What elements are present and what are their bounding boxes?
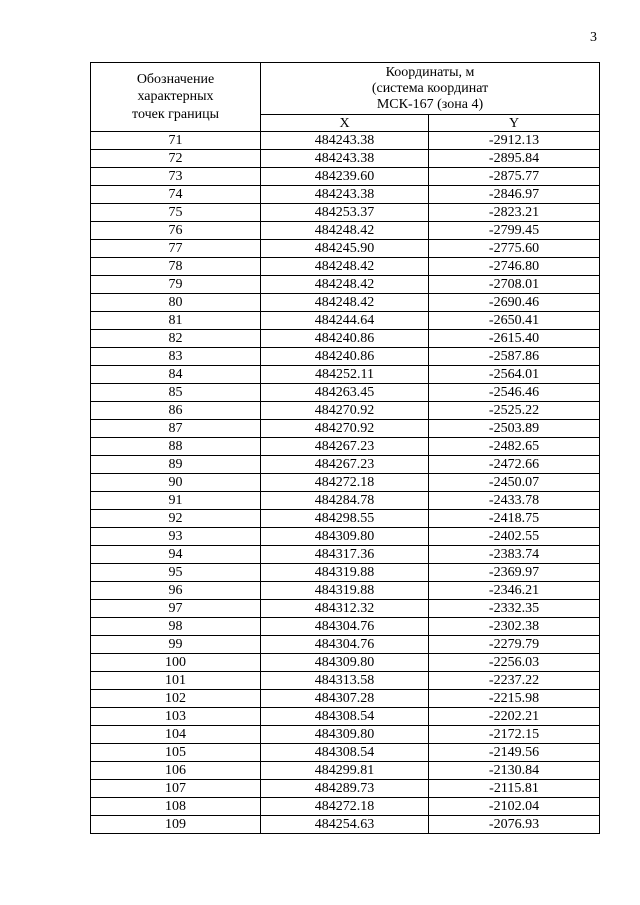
cell-x-coordinate: 484253.37 <box>261 204 429 222</box>
cell-y-coordinate: -2482.65 <box>429 438 600 456</box>
cell-x-coordinate: 484248.42 <box>261 258 429 276</box>
table-row <box>91 438 600 456</box>
cell-x-coordinate: 484244.64 <box>261 312 429 330</box>
cell-y-coordinate: -2875.77 <box>429 168 600 186</box>
cell-point-number: 75 <box>91 204 261 222</box>
cell-x-coordinate: 484313.58 <box>261 672 429 690</box>
table-row <box>91 672 600 690</box>
table-row <box>91 312 600 330</box>
cell-x-coordinate: 484308.54 <box>261 708 429 726</box>
coordinates-table <box>90 62 600 834</box>
table-body <box>91 132 600 834</box>
header-point-label <box>91 63 261 132</box>
table-row <box>91 690 600 708</box>
cell-point-number: 108 <box>91 798 261 816</box>
table-row <box>91 564 600 582</box>
cell-x-coordinate: 484319.88 <box>261 582 429 600</box>
table-row <box>91 618 600 636</box>
table-row <box>91 510 600 528</box>
cell-x-coordinate: 484248.42 <box>261 222 429 240</box>
cell-point-number: 78 <box>91 258 261 276</box>
cell-point-number: 105 <box>91 744 261 762</box>
cell-x-coordinate: 484263.45 <box>261 384 429 402</box>
header-point-label-line: характерных <box>137 89 214 105</box>
header-point-label-line: точек границы <box>132 106 219 122</box>
cell-x-coordinate: 484298.55 <box>261 510 429 528</box>
cell-y-coordinate: -2546.46 <box>429 384 600 402</box>
cell-y-coordinate: -2564.01 <box>429 366 600 384</box>
cell-y-coordinate: -2823.21 <box>429 204 600 222</box>
cell-y-coordinate: -2279.79 <box>429 636 600 654</box>
table-row <box>91 726 600 744</box>
table-row <box>91 798 600 816</box>
cell-y-coordinate: -2895.84 <box>429 150 600 168</box>
table-row <box>91 222 600 240</box>
cell-point-number: 90 <box>91 474 261 492</box>
cell-x-coordinate: 484240.86 <box>261 330 429 348</box>
table-row <box>91 816 600 834</box>
cell-point-number: 85 <box>91 384 261 402</box>
cell-point-number: 93 <box>91 528 261 546</box>
header-x-label: X <box>261 115 429 132</box>
table-row <box>91 762 600 780</box>
cell-y-coordinate: -2525.22 <box>429 402 600 420</box>
cell-y-coordinate: -2846.97 <box>429 186 600 204</box>
cell-x-coordinate: 484272.18 <box>261 474 429 492</box>
cell-y-coordinate: -2708.01 <box>429 276 600 294</box>
cell-point-number: 103 <box>91 708 261 726</box>
table-row <box>91 186 600 204</box>
cell-y-coordinate: -2650.41 <box>429 312 600 330</box>
cell-point-number: 84 <box>91 366 261 384</box>
cell-x-coordinate: 484267.23 <box>261 438 429 456</box>
table-header <box>91 63 600 132</box>
cell-y-coordinate: -2775.60 <box>429 240 600 258</box>
cell-y-coordinate: -2587.86 <box>429 348 600 366</box>
table-row <box>91 636 600 654</box>
cell-point-number: 94 <box>91 546 261 564</box>
table-row <box>91 150 600 168</box>
cell-y-coordinate: -2302.38 <box>429 618 600 636</box>
cell-y-coordinate: -2503.89 <box>429 420 600 438</box>
cell-y-coordinate: -2402.55 <box>429 528 600 546</box>
header-coordinates-label-line: МСК-167 (зона 4) <box>376 96 484 112</box>
cell-point-number: 83 <box>91 348 261 366</box>
cell-x-coordinate: 484270.92 <box>261 402 429 420</box>
cell-x-coordinate: 484308.54 <box>261 744 429 762</box>
header-coordinates-label-line: Координаты, м <box>385 64 475 80</box>
table-row <box>91 600 600 618</box>
cell-point-number: 102 <box>91 690 261 708</box>
table-row <box>91 294 600 312</box>
page-number: 3 <box>590 30 597 45</box>
cell-x-coordinate: 484252.11 <box>261 366 429 384</box>
cell-point-number: 107 <box>91 780 261 798</box>
cell-point-number: 87 <box>91 420 261 438</box>
cell-point-number: 81 <box>91 312 261 330</box>
table-row <box>91 492 600 510</box>
cell-x-coordinate: 484299.81 <box>261 762 429 780</box>
cell-y-coordinate: -2115.81 <box>429 780 600 798</box>
cell-x-coordinate: 484304.76 <box>261 636 429 654</box>
cell-x-coordinate: 484243.38 <box>261 186 429 204</box>
table-row <box>91 132 600 150</box>
table-row <box>91 474 600 492</box>
cell-point-number: 95 <box>91 564 261 582</box>
cell-point-number: 77 <box>91 240 261 258</box>
cell-point-number: 82 <box>91 330 261 348</box>
header-coordinates-label-line: (система координат <box>371 80 489 96</box>
cell-point-number: 88 <box>91 438 261 456</box>
cell-y-coordinate: -2799.45 <box>429 222 600 240</box>
cell-point-number: 98 <box>91 618 261 636</box>
cell-y-coordinate: -2383.74 <box>429 546 600 564</box>
cell-x-coordinate: 484309.80 <box>261 528 429 546</box>
cell-y-coordinate: -2418.75 <box>429 510 600 528</box>
cell-y-coordinate: -2369.97 <box>429 564 600 582</box>
cell-point-number: 73 <box>91 168 261 186</box>
cell-x-coordinate: 484239.60 <box>261 168 429 186</box>
cell-y-coordinate: -2450.07 <box>429 474 600 492</box>
table-row <box>91 420 600 438</box>
cell-point-number: 71 <box>91 132 261 150</box>
cell-y-coordinate: -2346.21 <box>429 582 600 600</box>
cell-y-coordinate: -2615.40 <box>429 330 600 348</box>
cell-point-number: 97 <box>91 600 261 618</box>
cell-y-coordinate: -2690.46 <box>429 294 600 312</box>
table-row <box>91 348 600 366</box>
table-row <box>91 402 600 420</box>
table-row <box>91 744 600 762</box>
table-row <box>91 780 600 798</box>
table-row <box>91 366 600 384</box>
cell-x-coordinate: 484307.28 <box>261 690 429 708</box>
cell-x-coordinate: 484284.78 <box>261 492 429 510</box>
cell-x-coordinate: 484309.80 <box>261 726 429 744</box>
cell-point-number: 72 <box>91 150 261 168</box>
table-row <box>91 204 600 222</box>
cell-point-number: 76 <box>91 222 261 240</box>
header-y-label: Y <box>429 115 600 132</box>
cell-point-number: 86 <box>91 402 261 420</box>
cell-point-number: 89 <box>91 456 261 474</box>
cell-y-coordinate: -2102.04 <box>429 798 600 816</box>
table-row <box>91 582 600 600</box>
cell-x-coordinate: 484270.92 <box>261 420 429 438</box>
cell-y-coordinate: -2256.03 <box>429 654 600 672</box>
header-point-label-line: Обозначение <box>136 71 215 87</box>
cell-point-number: 100 <box>91 654 261 672</box>
header-row-main <box>91 63 600 115</box>
cell-y-coordinate: -2215.98 <box>429 690 600 708</box>
table-row <box>91 168 600 186</box>
cell-point-number: 96 <box>91 582 261 600</box>
table-row <box>91 528 600 546</box>
table-row <box>91 240 600 258</box>
table-row <box>91 708 600 726</box>
cell-y-coordinate: -2433.78 <box>429 492 600 510</box>
table-row <box>91 456 600 474</box>
cell-x-coordinate: 484309.80 <box>261 654 429 672</box>
table-row <box>91 384 600 402</box>
table-row <box>91 654 600 672</box>
table-row <box>91 546 600 564</box>
cell-y-coordinate: -2746.80 <box>429 258 600 276</box>
cell-y-coordinate: -2237.22 <box>429 672 600 690</box>
cell-point-number: 104 <box>91 726 261 744</box>
cell-x-coordinate: 484317.36 <box>261 546 429 564</box>
cell-point-number: 91 <box>91 492 261 510</box>
cell-y-coordinate: -2472.66 <box>429 456 600 474</box>
cell-x-coordinate: 484245.90 <box>261 240 429 258</box>
cell-y-coordinate: -2076.93 <box>429 816 600 834</box>
cell-x-coordinate: 484312.32 <box>261 600 429 618</box>
cell-x-coordinate: 484248.42 <box>261 294 429 312</box>
cell-x-coordinate: 484248.42 <box>261 276 429 294</box>
cell-y-coordinate: -2202.21 <box>429 708 600 726</box>
header-coordinates-label <box>261 63 600 115</box>
cell-x-coordinate: 484272.18 <box>261 798 429 816</box>
cell-point-number: 79 <box>91 276 261 294</box>
cell-point-number: 92 <box>91 510 261 528</box>
cell-point-number: 109 <box>91 816 261 834</box>
table-row <box>91 330 600 348</box>
cell-point-number: 106 <box>91 762 261 780</box>
table-row <box>91 276 600 294</box>
cell-y-coordinate: -2149.56 <box>429 744 600 762</box>
cell-x-coordinate: 484289.73 <box>261 780 429 798</box>
cell-x-coordinate: 484243.38 <box>261 132 429 150</box>
cell-y-coordinate: -2172.15 <box>429 726 600 744</box>
cell-x-coordinate: 484240.86 <box>261 348 429 366</box>
cell-point-number: 74 <box>91 186 261 204</box>
table-row <box>91 258 600 276</box>
cell-point-number: 99 <box>91 636 261 654</box>
cell-x-coordinate: 484304.76 <box>261 618 429 636</box>
cell-point-number: 101 <box>91 672 261 690</box>
cell-x-coordinate: 484243.38 <box>261 150 429 168</box>
cell-x-coordinate: 484254.63 <box>261 816 429 834</box>
cell-y-coordinate: -2332.35 <box>429 600 600 618</box>
cell-y-coordinate: -2912.13 <box>429 132 600 150</box>
cell-y-coordinate: -2130.84 <box>429 762 600 780</box>
cell-point-number: 80 <box>91 294 261 312</box>
cell-x-coordinate: 484319.88 <box>261 564 429 582</box>
cell-x-coordinate: 484267.23 <box>261 456 429 474</box>
